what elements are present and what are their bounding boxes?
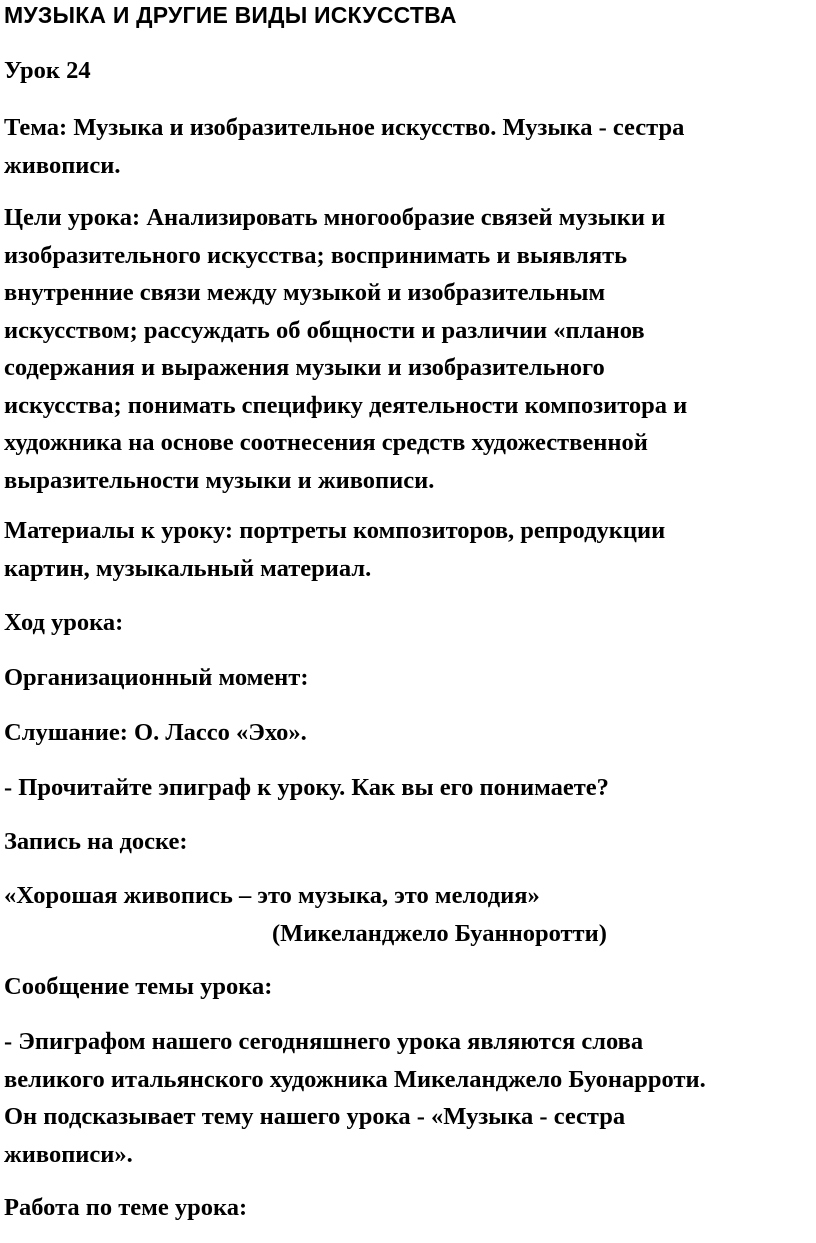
topic-line: живописи. xyxy=(4,151,121,179)
document-title: МУЗЫКА И ДРУГИЕ ВИДЫ ИСКУССТВА xyxy=(4,2,457,28)
board-label xyxy=(4,823,812,861)
goals-line: выразительности музыки и живописи. xyxy=(4,466,435,494)
materials-line: картин, музыкальный материал. xyxy=(4,554,372,582)
lesson-course-heading xyxy=(4,604,812,642)
lesson-topic xyxy=(4,109,812,184)
listening-text: Слушание: О. Лассо «Эхо». xyxy=(4,719,307,746)
goals-line: содержания и выражения музыки и изобразительного xyxy=(4,354,605,381)
work-heading xyxy=(4,1189,812,1227)
org-moment-text: Организационный момент: xyxy=(4,664,309,691)
materials-line: Материалы к уроку: портреты композиторов, репродукции xyxy=(4,517,666,544)
lesson-materials xyxy=(4,512,812,587)
epigraph-line: великого итальянского художника Микеланджело Буонарроти. xyxy=(4,1065,706,1093)
goals-line: художника на основе соотнесения средств художественной xyxy=(4,429,648,456)
epigraph-line: живописи». xyxy=(4,1140,133,1168)
question-text: - Прочитайте эпиграф к уроку. Как вы его понимаете? xyxy=(4,774,609,801)
quote-author: (Микеланджело Буанноротти) xyxy=(272,919,607,947)
question-line xyxy=(4,769,812,807)
course-heading-text: Ход урока: xyxy=(4,609,124,636)
epigraph-quote xyxy=(4,877,812,952)
topic-message-text: Сообщение темы урока: xyxy=(4,973,273,1000)
topic-line: Тема: Музыка и изобразительное искусство. Музыка - сестра xyxy=(4,114,685,141)
goals-line: внутренние связи между музыкой и изобразительным xyxy=(4,279,606,306)
epigraph-line: Он подсказывает тему нашего урока - «Музыка - сестра xyxy=(4,1103,626,1130)
epigraph-line: - Эпиграфом нашего сегодняшнего урока являются слова xyxy=(4,1028,644,1055)
lesson-goals xyxy=(4,199,812,499)
board-label-text: Запись на доске: xyxy=(4,828,188,855)
goals-line: искусства; понимать специфику деятельности композитора и xyxy=(4,391,688,419)
lesson-number xyxy=(4,52,812,90)
lesson-number-text: Урок 24 xyxy=(4,57,91,84)
work-heading-text: Работа по теме урока: xyxy=(4,1194,248,1221)
org-moment-heading xyxy=(4,659,812,697)
topic-message-heading xyxy=(4,968,812,1006)
goals-line: Цели урока: Анализировать многообразие связей музыки и xyxy=(4,204,666,231)
goals-line: изобразительного искусства; воспринимать и выявлять xyxy=(4,241,628,269)
quote-text: «Хорошая живопись – это музыка, это мелодия» xyxy=(4,882,540,909)
listening-line xyxy=(4,714,812,752)
epigraph-explanation xyxy=(4,1023,812,1173)
goals-line: искусством; рассуждать об общности и различии «планов xyxy=(4,316,645,344)
